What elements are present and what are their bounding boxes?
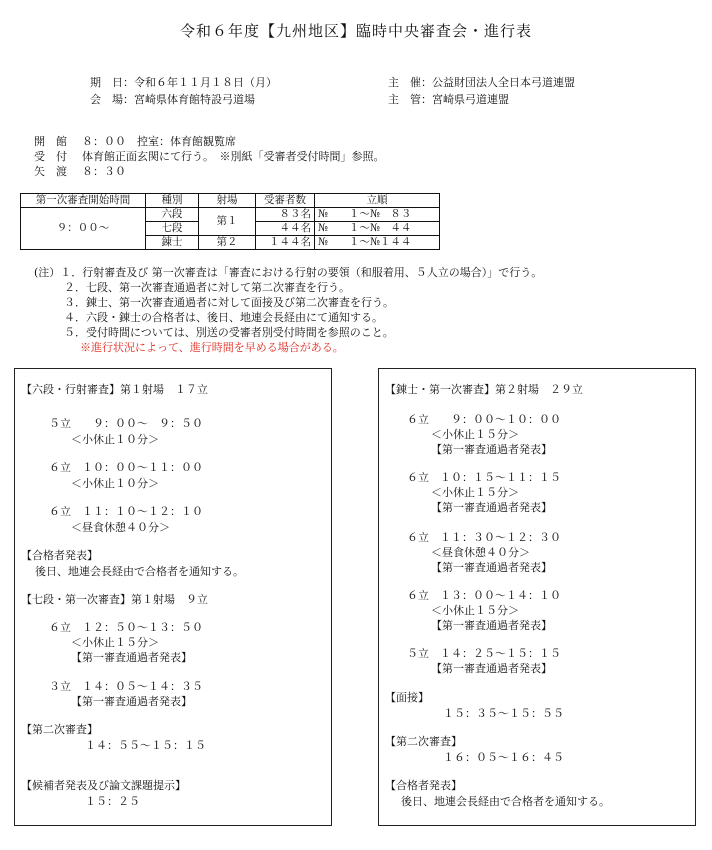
type-cell: 六段 xyxy=(146,208,199,222)
start-time-cell: ９：００～ xyxy=(21,208,146,250)
order-from: № １～ xyxy=(318,236,370,248)
left-announce: 【第一審査通過者発表】 xyxy=(71,695,192,708)
type-cell: 錬士 xyxy=(146,236,199,250)
right-break: ＜小休止１５分＞ xyxy=(431,486,519,499)
page-title: 令和６年度【九州地区】臨時中央審査会・進行表 xyxy=(179,22,532,40)
schedule-yawatashi xyxy=(34,165,126,180)
right-slot: ６立 １１：３０～１２：３０ xyxy=(407,531,561,544)
left-text: １５：２５ xyxy=(85,795,140,808)
right-heading: 【錬士・第一次審査】第２射場 ２９立 xyxy=(385,383,583,396)
count-cell: ８３名 xyxy=(256,208,315,222)
table-header: 種別 xyxy=(146,194,199,208)
venue-label: 会 場： xyxy=(90,93,134,106)
range-cell: 第２ xyxy=(199,236,256,250)
right-break: ＜小休止１５分＞ xyxy=(431,604,519,617)
table-header: 立順 xyxy=(315,194,440,208)
left-heading: 【六段・行射審査】第１射場 １７立 xyxy=(21,383,208,396)
info-date xyxy=(90,74,277,91)
schedule-text: ８：００ 控室：体育館観覧席 xyxy=(82,135,236,148)
right-slot: ５立 １４：２５～１５：１５ xyxy=(407,647,561,660)
right-break: ＜小休止１５分＞ xyxy=(431,428,519,441)
note-line: ３．錬士、第一次審査通過者に対して面接及び第二次審査を行う。 xyxy=(64,296,394,309)
left-slot: ５立 ９：００～ ９：５０ xyxy=(49,417,203,430)
order-to: № ８３ xyxy=(369,208,412,220)
order-to: № ４４ xyxy=(369,222,412,234)
right-text: １５：３５～１５：５５ xyxy=(443,707,564,720)
schedule-text: 体育館正面玄関にて行う。 ※別紙「受審者受付時間」参照。 xyxy=(82,150,385,163)
left-text: 後日、地連会長経由で合格者を通知する。 xyxy=(35,565,244,578)
date-value: 令和６年１１月１８日（月） xyxy=(134,76,277,89)
right-heading: 【面接】 xyxy=(385,691,429,704)
right-text: １６：０５～１６：４５ xyxy=(443,751,564,764)
note-line: ４．六段・錬士の合格者は、後日、地連会長経由にて通知する。 xyxy=(64,311,383,324)
info-host xyxy=(388,74,575,91)
left-break: ＜昼食休憩４０分＞ xyxy=(71,521,170,534)
right-slot: ６立 １３：００～１４：１０ xyxy=(407,589,561,602)
left-break: ＜小休止１５分＞ xyxy=(71,636,159,649)
host-label: 主 催： xyxy=(388,76,432,89)
left-slot: ６立 １２：５０～１３：５０ xyxy=(49,621,203,634)
left-heading: 【七段・第一次審査】第１射場 ９立 xyxy=(21,593,208,606)
right-announce: 【第一審査通過者発表】 xyxy=(431,443,552,456)
right-text: 後日、地連会長経由で合格者を通知する。 xyxy=(401,795,610,808)
info-venue xyxy=(90,91,255,108)
type-cell: 七段 xyxy=(146,222,199,236)
order-from: № １～ xyxy=(318,222,370,234)
count-cell: ４４名 xyxy=(256,222,315,236)
order-from: № １～ xyxy=(318,208,370,220)
left-announce: 【第一審査通過者発表】 xyxy=(71,651,192,664)
order-to: №１４４ xyxy=(369,236,412,248)
note-warning-text: ※進行状況によって、進行時間を早める場合がある。 xyxy=(80,341,344,354)
count-cell: １４４名 xyxy=(256,236,315,250)
schedule-open xyxy=(34,135,236,150)
right-heading: 【第二次審査】 xyxy=(385,735,462,748)
table-header: 射場 xyxy=(199,194,256,208)
right-announce: 【第一審査通過者発表】 xyxy=(431,662,552,675)
left-heading: 【合格者発表】 xyxy=(21,549,98,562)
host-value: 公益財団法人全日本弓道連盟 xyxy=(432,76,575,89)
table-header: 受審者数 xyxy=(256,194,315,208)
info-manager xyxy=(388,91,509,108)
left-slot: ３立 １４：０５～１４：３５ xyxy=(49,680,203,693)
right-schedule-box xyxy=(378,368,696,826)
order-cell xyxy=(315,236,440,250)
schedule-label: 受 付 xyxy=(34,150,67,163)
manager-value: 宮崎県弓道連盟 xyxy=(432,93,509,106)
schedule-label: 開 館 xyxy=(34,135,67,148)
left-heading: 【候補者発表及び論文課題提示】 xyxy=(21,779,186,792)
range-cell: 第１ xyxy=(199,208,256,236)
note-line: (注）１．行射審査及び 第一次審査は「審査における行射の要領（和服着用、５人立の場合）」で行う。 xyxy=(34,266,543,279)
exam-table xyxy=(20,193,440,250)
order-cell xyxy=(315,208,440,222)
right-slot: ６立 １０：１５～１１：１５ xyxy=(407,471,561,484)
manager-label: 主 管： xyxy=(388,93,432,106)
schedule-text: ８：３０ xyxy=(82,165,126,178)
schedule-label: 矢 渡 xyxy=(34,165,67,178)
note-line: ２．七段、第一次審査通過者に対して第二次審査を行う。 xyxy=(64,281,350,294)
note-line: ５．受付時間については、別送の受審者別受付時間を参照のこと。 xyxy=(64,326,394,339)
left-break: ＜小休止１０分＞ xyxy=(71,433,159,446)
left-slot: ６立 １０：００～１１：００ xyxy=(49,461,203,474)
left-break: ＜小休止１０分＞ xyxy=(71,477,159,490)
left-heading: 【第二次審査】 xyxy=(21,723,98,736)
left-text: １４：５５～１５：１５ xyxy=(85,739,206,752)
table-row xyxy=(21,208,440,222)
left-slot: ６立 １１：１０～１２：１０ xyxy=(49,505,203,518)
schedule-reception xyxy=(34,150,385,165)
venue-value: 宮崎県体育館特設弓道場 xyxy=(134,93,255,106)
table-header: 第一次審査開始時間 xyxy=(21,194,146,208)
right-announce: 【第一審査通過者発表】 xyxy=(431,501,552,514)
date-label: 期 日： xyxy=(90,76,134,89)
right-heading: 【合格者発表】 xyxy=(385,779,462,792)
right-announce: 【第一審査通過者発表】 xyxy=(431,561,552,574)
left-schedule-box xyxy=(14,368,332,826)
order-cell xyxy=(315,222,440,236)
right-break: ＜昼食休憩４０分＞ xyxy=(431,546,530,559)
right-slot: ６立 ９：００～１０：００ xyxy=(407,413,561,426)
right-announce: 【第一審査通過者発表】 xyxy=(431,619,552,632)
table-header-row xyxy=(21,194,440,208)
note-warning xyxy=(80,341,344,356)
